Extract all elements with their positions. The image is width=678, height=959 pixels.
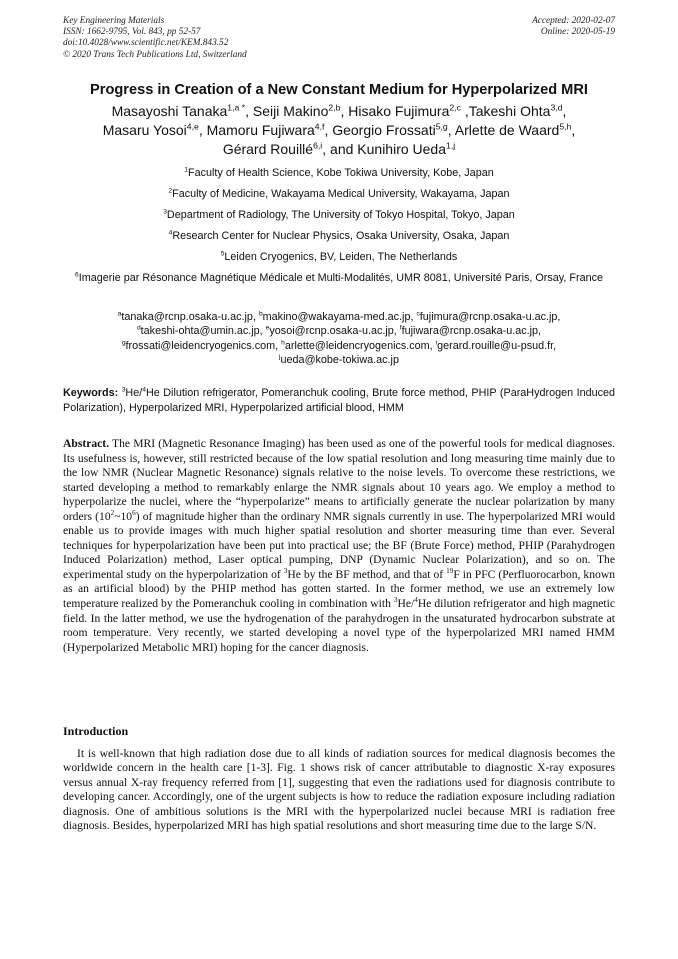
affiliation-text: Faculty of Medicine, Wakayama Medical University, Wakayama, Japan [172,188,510,200]
keyword-sup: 4 [142,386,146,394]
author-affiliation-mark: 3,d [550,102,563,113]
author-affiliation-mark: 1,j [446,140,456,151]
email-separator: , [553,339,557,352]
author-separator: , and [322,141,358,157]
email-separator: , [259,325,266,338]
abstract-sup: 6 [132,508,136,517]
author-separator: , [460,103,469,119]
email-mark: b [258,310,263,318]
affiliation-list [58,166,620,292]
affiliation-text: Imagerie par Résonance Magnétique Médicale et Multi-Modalités, UMR 8081, Université Paris, Orsay, France [78,272,603,284]
affiliation-number: 4 [168,229,173,237]
abstract [63,437,615,655]
email-link[interactable]: makino@wakayama-med.ac.jp [262,311,411,323]
journal-name: Key Engineering Materials [63,16,165,26]
email-link[interactable]: fujimura@rcnp.osaka-u.ac.jp [419,311,558,323]
affiliation-item [58,166,620,181]
affiliation-number: 6 [74,271,79,279]
abstract-text: F in PFC (Perfluorocarbon, known as an artificial blood) by the PHIP method has gotten started. In the former method, we use an extremely low temperature realized by the Pomeranchuk cooling in combination with [63,567,615,611]
author-name: Arlette de Waard [454,122,560,138]
author-separator: , [198,122,207,138]
affiliation-text: Department of Radiology, The University of Tokyo Hospital, Tokyo, Japan [166,209,515,221]
email-mark: h [281,339,285,347]
author-name: Kunihiro Ueda [357,141,447,157]
abstract-sup: 3 [283,567,288,576]
affiliation-number: 5 [220,250,225,258]
author-name: Gérard Rouillé [222,141,314,157]
author-affiliation-mark: 4,f [314,121,325,132]
keywords [63,386,615,415]
issn-line: ISSN: 1662-9795, Vol. 843, pp 52-57 [63,27,201,38]
doi-line[interactable]: doi:10.4028/www.scientific.net/KEM.843.52 [63,38,229,49]
email-mark: e [265,324,270,332]
email-mark: g [121,339,126,347]
accepted-date: Accepted: 2020-02-07 [532,16,615,26]
author-name: Mamoru Fujiwara [206,122,315,138]
author-name: Hisako Fujimura [348,103,450,119]
online-date: Online: 2020-05-19 [540,27,615,38]
email-link[interactable]: tanaka@rcnp.osaka-u.ac.jp [121,311,253,323]
author-affiliation-mark: 5,h [559,121,572,132]
abstract-sup: 4 [414,596,418,605]
author-name: Georgio Frossati [332,122,436,138]
email-separator: , [393,325,400,338]
author-affiliation-mark: 2,c [449,102,461,113]
author-affiliation-mark: 4,e [186,121,199,132]
journal-header-right [532,16,615,38]
email-mark: c [416,310,420,318]
affiliation-item [58,271,620,286]
introduction-paragraph: It is well-known that high radiation dose due to all kinds of radiation sources for medical diagnosis becomes the worldwide concern in the health care [1-3]. Fig. 1 shows risk of cancer attributable to diagnostic X-ray exposures versus annual X-ray frequency referred from [1], suggesting that even the radiations used for diagnosis contribute to developing cancer. Accordingly, one of the urgent subjects is how to reduce the radiation exposure including radiation diagnosis. One of ambitious solutions is the MRI with the hyperpolarized nuclei because MRI is radiation free diagnosis. Besides, hyperpolarized MRI has high spatial resolutions and short measuring time due to the large S/N. [63,747,615,833]
author-separator: , [324,122,333,138]
abstract-sup: 2 [110,508,115,517]
abstract-text: He dilution refrigerator and high magnetic field. In the latter method, we use the hydrogenation of the parahydrogen in the unsaturated hydrocarbon substrate at room temperature. Very recently, we started developing a novel type of the hyperpolarized MRI named HMM (Hyperpolarized Metabolic MRI) hoping for the cancer diagnosis. [63,597,615,654]
email-separator: , [410,311,417,323]
email-separator: , [252,311,259,323]
keywords-label: Keywords: [63,387,119,399]
author-name: Masaru Yosoi [102,122,187,138]
author-separator: , [562,103,567,119]
author-affiliation-mark: 2,b [328,102,341,113]
author-list [50,102,628,159]
email-mark: f [399,324,402,332]
copyright-line: © 2020 Trans Tech Publications Ltd, Switzerland [63,49,247,60]
abstract-label: Abstract. [63,437,110,450]
author-affiliation-mark: 5,g [435,121,448,132]
email-separator: , [538,325,542,338]
email-mark: a [117,310,122,318]
affiliation-number: 1 [184,166,189,174]
paper-title: Progress in Creation of a New Constant Medium for Hyperpolarized MRI [90,82,588,98]
author-name: Masayoshi Tanaka [111,103,228,119]
author-name: Seiji Makino [252,103,329,119]
keyword-sup: 3 [121,386,126,394]
email-link[interactable]: arlette@leidencryogenics.com [284,339,430,352]
email-separator: , [429,339,436,352]
email-mark: d [136,324,141,332]
email-link[interactable]: gerard.rouille@u-psud.fr [437,339,554,352]
email-link[interactable]: fujiwara@rcnp.osaka-u.ac.jp [401,325,539,338]
keyword-text: He Dilution refrigerator, Pomeranchuk cooling, Brute force method, PHIP (ParaHydrogen Induced Polarization), Hyperpolarized MRI, Hyperpolarized artificial blood, HMM [63,387,616,414]
journal-header-left [63,16,247,61]
author-separator: , [340,103,349,119]
abstract-sup: 3 [393,596,398,605]
author-affiliation-mark: 1,a * [227,102,246,113]
affiliation-number: 3 [163,208,167,216]
email-link[interactable]: yosoi@rcnp.osaka-u.ac.jp [269,325,394,338]
email-separator: , [557,311,561,323]
author-name: Takeshi Ohta [468,103,551,119]
section-heading: Introduction [63,724,129,738]
affiliation-item [58,208,620,223]
affiliation-text: Faculty of Health Science, Kobe Tokiwa University, Kobe, Japan [188,167,494,179]
email-mark: i [435,339,438,347]
author-separator: , [245,103,253,119]
email-link[interactable]: frossati@leidencryogenics.com [125,339,276,352]
abstract-text: The MRI (Magnetic Resonance Imaging) has been used as one of the powerful tools for medical diagnoses. Its usefulness is, however, still restricted because of the low spatial resolution and long measuring time mainly due to the low NMR (Nuclear Magnetic Resonance) signals relative to the noise levels. To overcome these restrictions, we started developing a method to remarkably enlarge the NMR signals about 10 years ago. We employ a method to hyperpolarize the nuclei, where the “hyperpolarize” means to artificially generate the nuclear polarization by many orders (10 [63,437,615,523]
affiliation-item [58,187,620,202]
abstract-text: He by the BF method, and that of [287,567,447,581]
abstract-sup: 19 [446,567,454,576]
affiliation-item [58,229,620,244]
email-list [58,310,620,368]
abstract-text: He/ [397,597,415,611]
author-separator: , [447,122,455,138]
email-link[interactable]: takeshi-ohta@umin.ac.jp [140,325,260,338]
affiliation-text: Research Center for Nuclear Physics, Osaka University, Osaka, Japan [172,230,510,242]
affiliation-text: Leiden Cryogenics, BV, Leiden, The Netherlands [224,251,458,263]
affiliation-item [58,250,620,265]
email-separator: , [275,339,282,352]
abstract-text: ~10 [114,509,133,523]
abstract-text: ) of magnitude higher than the ordinary NMR signals currently in use. The hyperpolarized MRI would enable us to provide images with much higher spatial resolution and shorter measuring time than ever. Several techniques for hyperpolarization have been put into practical use; the BF (Brute Force) method, PHIP (Parahydrogen Induced Polarization) method, Laser optical pumping, DNP (Dynamic Nuclear Polarization), and so on. The experimental study on the hyperpolarization of [63,509,616,581]
email-mark: j [279,353,281,361]
affiliation-number: 2 [168,187,173,195]
author-separator: , [571,122,576,138]
keyword-text: He/ [125,387,143,399]
email-link[interactable]: ueda@kobe-tokiwa.ac.jp [280,354,399,367]
author-affiliation-mark: 6,i [313,140,323,151]
